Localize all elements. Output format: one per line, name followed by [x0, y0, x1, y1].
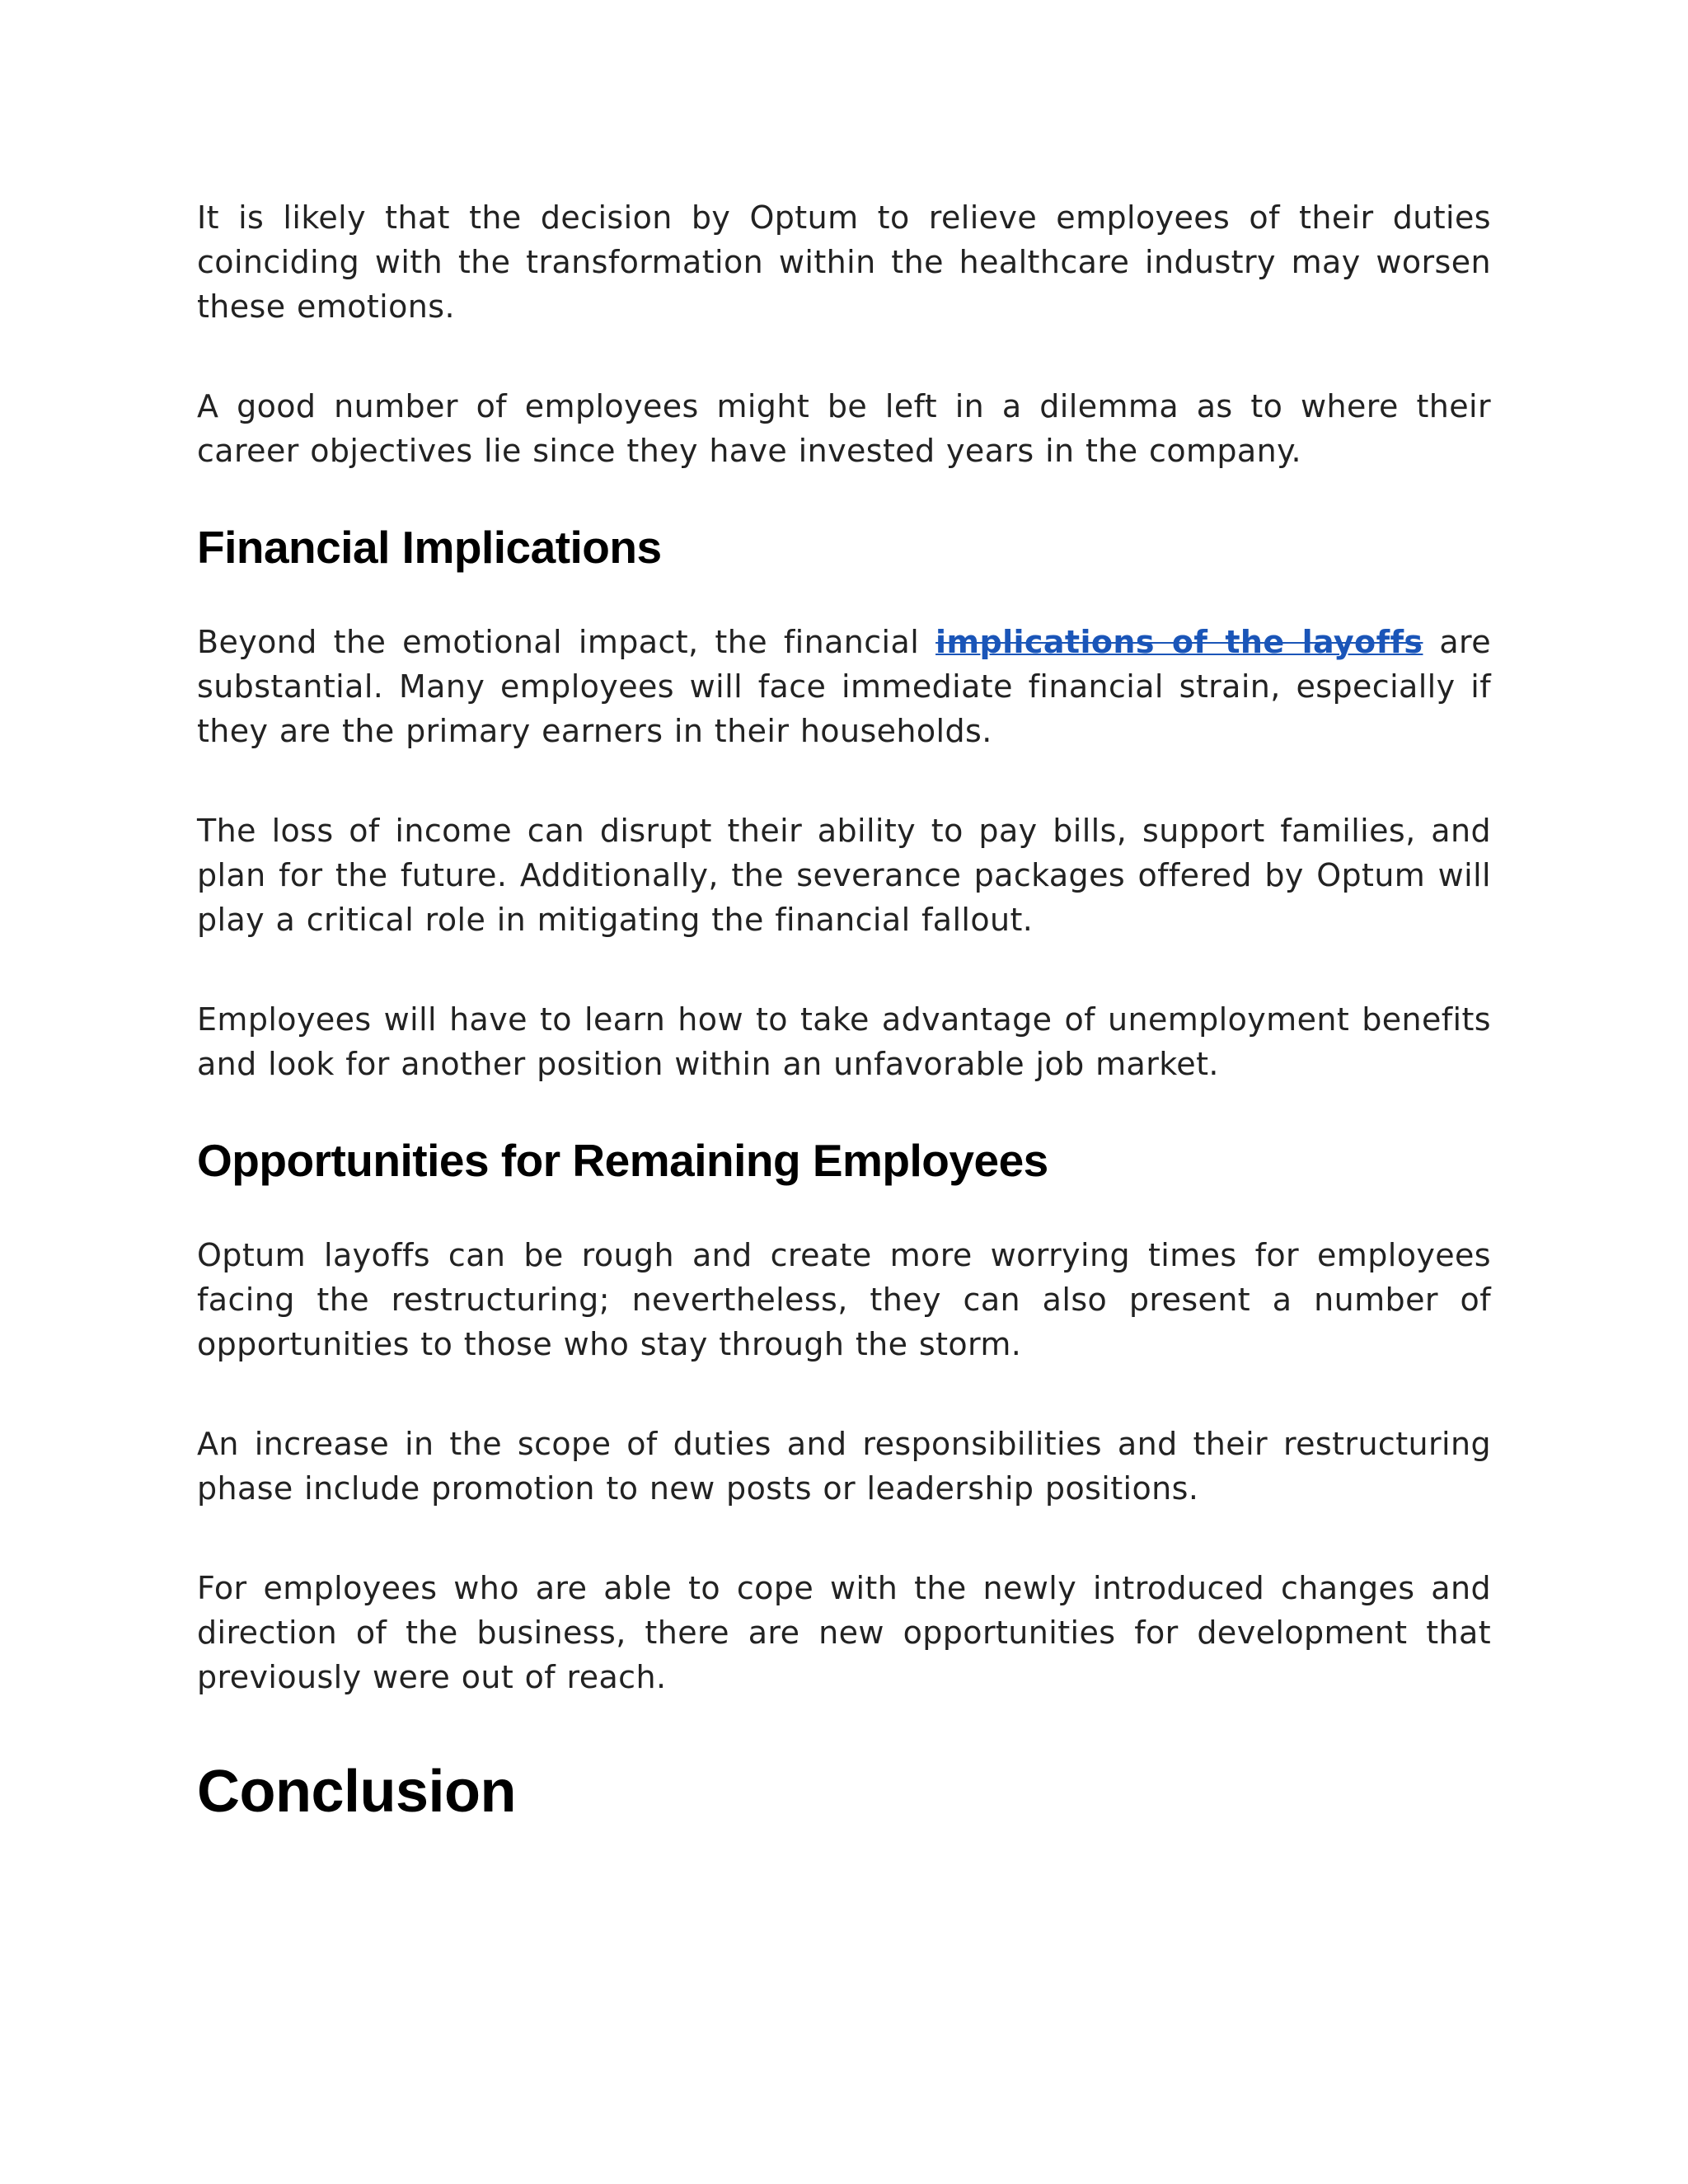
paragraph-text-after-link: are substantial. Many employees will face immediate financial strain, especially if they are the primary earners in their households.	[197, 624, 1491, 749]
paragraph-new-opportunities: For employees who are able to cope with the newly introduced changes and direction of the business, there are new opportunities for development that previously were out of reach.	[197, 1570, 1491, 1695]
document-body	[197, 195, 1491, 1826]
paragraph-loss-of-income: The loss of income can disrupt their ability to pay bills, support families, and plan for the future. Additionally, the severance packages offered by Optum will play a critical role in mitigating the financial fallout.	[197, 813, 1491, 938]
heading-financial-implications: Financial Implications	[197, 522, 662, 573]
paragraph-emotions: It is likely that the decision by Optum to relieve employees of their duties coinciding with the transformation within the healthcare industry may worsen these emotions.	[197, 199, 1491, 325]
heading-conclusion: Conclusion	[197, 1759, 516, 1825]
paragraph-financial-impact	[197, 620, 1491, 753]
paragraph-rough-layoffs: Optum layoffs can be rough and create more worrying times for employees facing the restructuring; nevertheless, they can also present a number of opportunities to those who stay through the storm.	[197, 1237, 1491, 1362]
paragraph-unemployment-benefits: Employees will have to learn how to take advantage of unemployment benefits and look for another position within an unfavorable job market.	[197, 1001, 1491, 1082]
heading-opportunities: Opportunities for Remaining Employees	[197, 1135, 1048, 1186]
paragraph-increase-in-scope: An increase in the scope of duties and responsibilities and their restructuring phase include promotion to new posts or leadership positions.	[197, 1426, 1491, 1507]
paragraph-career-dilemma: A good number of employees might be left in a dilemma as to where their career objectives lie since they have invested years in the company.	[197, 388, 1491, 469]
layoffs-implications-link[interactable]: implications of the layoffs	[935, 624, 1423, 660]
paragraph-text-before-link: Beyond the emotional impact, the financial	[197, 624, 936, 660]
